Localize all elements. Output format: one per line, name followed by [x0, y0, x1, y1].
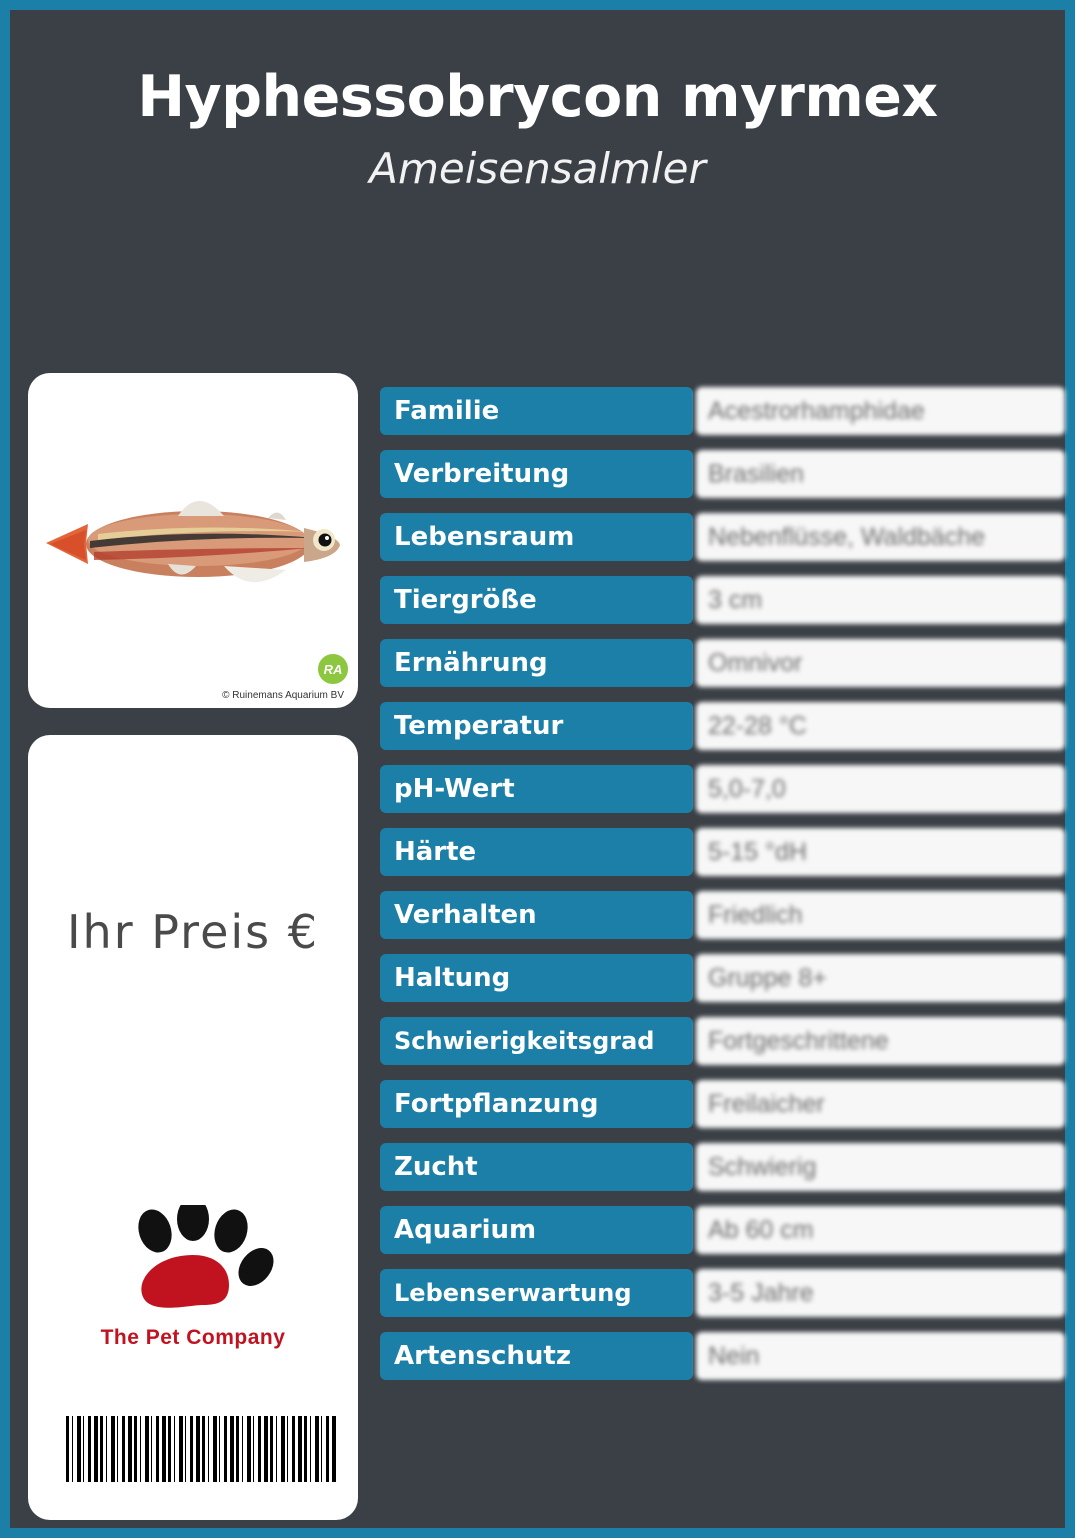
- table-row: [380, 765, 1065, 813]
- row-value: 22-28 °C: [696, 702, 1065, 750]
- row-label: Härte: [380, 828, 693, 876]
- price-panel: [28, 735, 358, 1520]
- table-row: [380, 450, 1065, 498]
- row-value: 5,0-7,0: [696, 765, 1065, 813]
- row-label: Artenschutz: [380, 1332, 693, 1380]
- table-row: [380, 513, 1065, 561]
- row-value: Ab 60 cm: [696, 1206, 1065, 1254]
- table-row: [380, 954, 1065, 1002]
- row-value: Brasilien: [696, 450, 1065, 498]
- table-row: [380, 1206, 1065, 1254]
- fish-photo-panel: [28, 373, 358, 708]
- row-label: Ernährung: [380, 639, 693, 687]
- row-label: Verbreitung: [380, 450, 693, 498]
- row-label: pH-Wert: [380, 765, 693, 813]
- row-label: Zucht: [380, 1143, 693, 1191]
- brand-logo: [28, 1205, 358, 1350]
- page-title: Hyphessobrycon myrmex: [137, 64, 938, 130]
- row-value: Friedlich: [696, 891, 1065, 939]
- row-label: Lebensraum: [380, 513, 693, 561]
- table-row: [380, 639, 1065, 687]
- table-row: [380, 1269, 1065, 1317]
- row-label: Temperatur: [380, 702, 693, 750]
- row-value: Schwierig: [696, 1143, 1065, 1191]
- paw-print-icon: [93, 1205, 293, 1315]
- left-column: [28, 373, 358, 1520]
- row-label: Familie: [380, 387, 693, 435]
- table-row: [380, 387, 1065, 435]
- row-value: Nebenflüsse, Waldbäche: [696, 513, 1065, 561]
- table-row: [380, 1332, 1065, 1380]
- row-label: Lebenserwartung: [380, 1269, 693, 1317]
- info-card: [10, 10, 1065, 1528]
- table-row: [380, 1143, 1065, 1191]
- row-value: 5-15 °dH: [696, 828, 1065, 876]
- breeder-logo-label: RA: [323, 661, 343, 677]
- table-row: [380, 1017, 1065, 1065]
- card-header: [10, 10, 1065, 193]
- table-row: [380, 828, 1065, 876]
- row-value: 3-5 Jahre: [696, 1269, 1065, 1317]
- row-label: Haltung: [380, 954, 693, 1002]
- table-row: [380, 576, 1065, 624]
- row-label: Fortpflanzung: [380, 1080, 693, 1128]
- fish-image: [28, 478, 358, 608]
- row-value: Freilaicher: [696, 1080, 1065, 1128]
- price-label: Ihr Preis €: [66, 905, 320, 959]
- row-value: Fortgeschrittene: [696, 1017, 1065, 1065]
- common-name-subtitle: Ameisensalmler: [369, 143, 706, 193]
- company-name: The Pet Company: [100, 1326, 286, 1349]
- row-label: Aquarium: [380, 1206, 693, 1254]
- row-value: Omnivor: [696, 639, 1065, 687]
- table-row: [380, 891, 1065, 939]
- table-row: [380, 702, 1065, 750]
- row-value: Gruppe 8+: [696, 954, 1065, 1002]
- row-label: Schwierigkeitsgrad: [380, 1017, 693, 1065]
- breeder-logo-icon: [316, 652, 350, 686]
- row-value: Nein: [696, 1332, 1065, 1380]
- photo-credit: © Ruinemans Aquarium BV: [222, 690, 344, 701]
- species-attributes-table: [380, 387, 1065, 1395]
- table-row: [380, 1080, 1065, 1128]
- row-value: 3 cm: [696, 576, 1065, 624]
- row-label: Tiergröße: [380, 576, 693, 624]
- barcode: [66, 1416, 336, 1482]
- row-value: Acestrorhamphidae: [696, 387, 1065, 435]
- row-label: Verhalten: [380, 891, 693, 939]
